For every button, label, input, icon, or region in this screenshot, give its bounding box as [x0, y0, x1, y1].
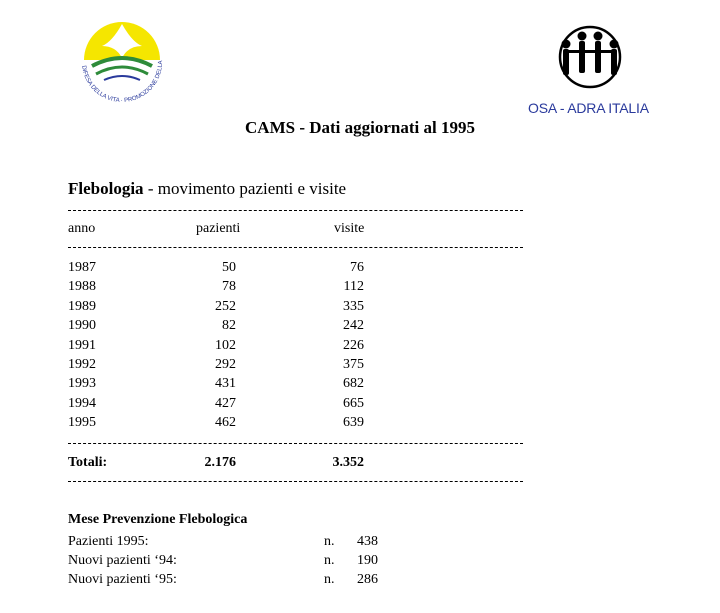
table-row	[68, 355, 388, 374]
stat-value: 286	[357, 572, 378, 587]
divider	[68, 247, 523, 248]
totals-visite: 3.352	[332, 455, 364, 470]
left-logo-text: DIFESA DELLA VITA · PROMOZIONE DELLA	[80, 60, 165, 105]
cell-pazienti: 78	[222, 279, 236, 295]
data-table	[68, 258, 388, 433]
table-row	[68, 394, 388, 413]
stat-label: Nuovi pazienti ‘95:	[68, 572, 177, 587]
cell-visite: 242	[343, 318, 364, 334]
cell-pazienti: 82	[222, 318, 236, 334]
totals-label: Totali:	[68, 455, 108, 470]
table-row	[68, 316, 388, 335]
section-title-rest: - movimento pazienti e visite	[143, 179, 347, 198]
cell-pazienti: 431	[215, 376, 236, 392]
stat-label: Nuovi pazienti ‘94:	[68, 553, 177, 568]
prevention-stats	[68, 532, 388, 589]
stat-row	[68, 551, 388, 570]
divider	[68, 481, 523, 482]
cell-anno: 1991	[68, 337, 96, 353]
stat-value: 438	[357, 534, 378, 549]
totals-row	[68, 455, 388, 471]
page-title: CAMS - Dati aggiornati al 1995	[245, 118, 475, 137]
divider	[68, 210, 523, 211]
cell-visite: 226	[343, 337, 364, 353]
cell-visite: 682	[343, 376, 364, 392]
cell-anno: 1993	[68, 376, 96, 392]
cell-anno: 1990	[68, 318, 96, 334]
table-row	[68, 336, 388, 355]
cell-visite: 639	[343, 415, 364, 431]
cell-visite: 112	[343, 279, 364, 295]
cell-visite: 665	[343, 395, 364, 411]
totals-pazienti: 2.176	[204, 455, 236, 470]
cell-pazienti: 50	[222, 260, 236, 275]
header-pazienti: pazienti	[196, 221, 241, 236]
stat-row	[68, 570, 388, 589]
stat-prefix: n.	[324, 572, 335, 587]
org-name: OSA - ADRA ITALIA	[528, 100, 649, 116]
health-promotion-logo	[72, 12, 172, 112]
cell-anno: 1995	[68, 415, 96, 431]
prevention-title: Mese Prevenzione Flebologica	[68, 512, 248, 527]
cell-pazienti: 252	[215, 298, 236, 314]
stat-row	[68, 532, 388, 551]
stat-prefix: n.	[324, 534, 335, 549]
section-title	[68, 179, 346, 199]
table-row	[68, 413, 388, 432]
cell-anno: 1988	[68, 279, 96, 295]
header-visite: visite	[334, 221, 365, 236]
cell-anno: 1992	[68, 356, 96, 372]
cell-anno: 1994	[68, 395, 96, 411]
cell-pazienti: 102	[215, 337, 236, 353]
table-row	[68, 277, 388, 296]
header-anno: anno	[68, 221, 96, 236]
stat-value: 190	[357, 553, 378, 568]
cell-pazienti: 427	[215, 395, 236, 411]
stat-prefix: n.	[324, 553, 335, 568]
cell-anno: 1989	[68, 298, 96, 314]
cell-anno: 1987	[68, 260, 96, 275]
cell-visite: 375	[343, 356, 364, 372]
cell-pazienti: 462	[215, 415, 236, 431]
divider	[68, 443, 523, 444]
cell-visite: 76	[350, 260, 364, 275]
adra-people-logo	[544, 22, 636, 92]
cell-pazienti: 292	[215, 356, 236, 372]
section-title-bold: Flebologia	[68, 179, 144, 198]
cell-visite: 335	[343, 298, 364, 314]
stat-label: Pazienti 1995:	[68, 534, 149, 549]
table-row	[68, 258, 388, 277]
table-row	[68, 297, 388, 316]
table-row	[68, 374, 388, 393]
